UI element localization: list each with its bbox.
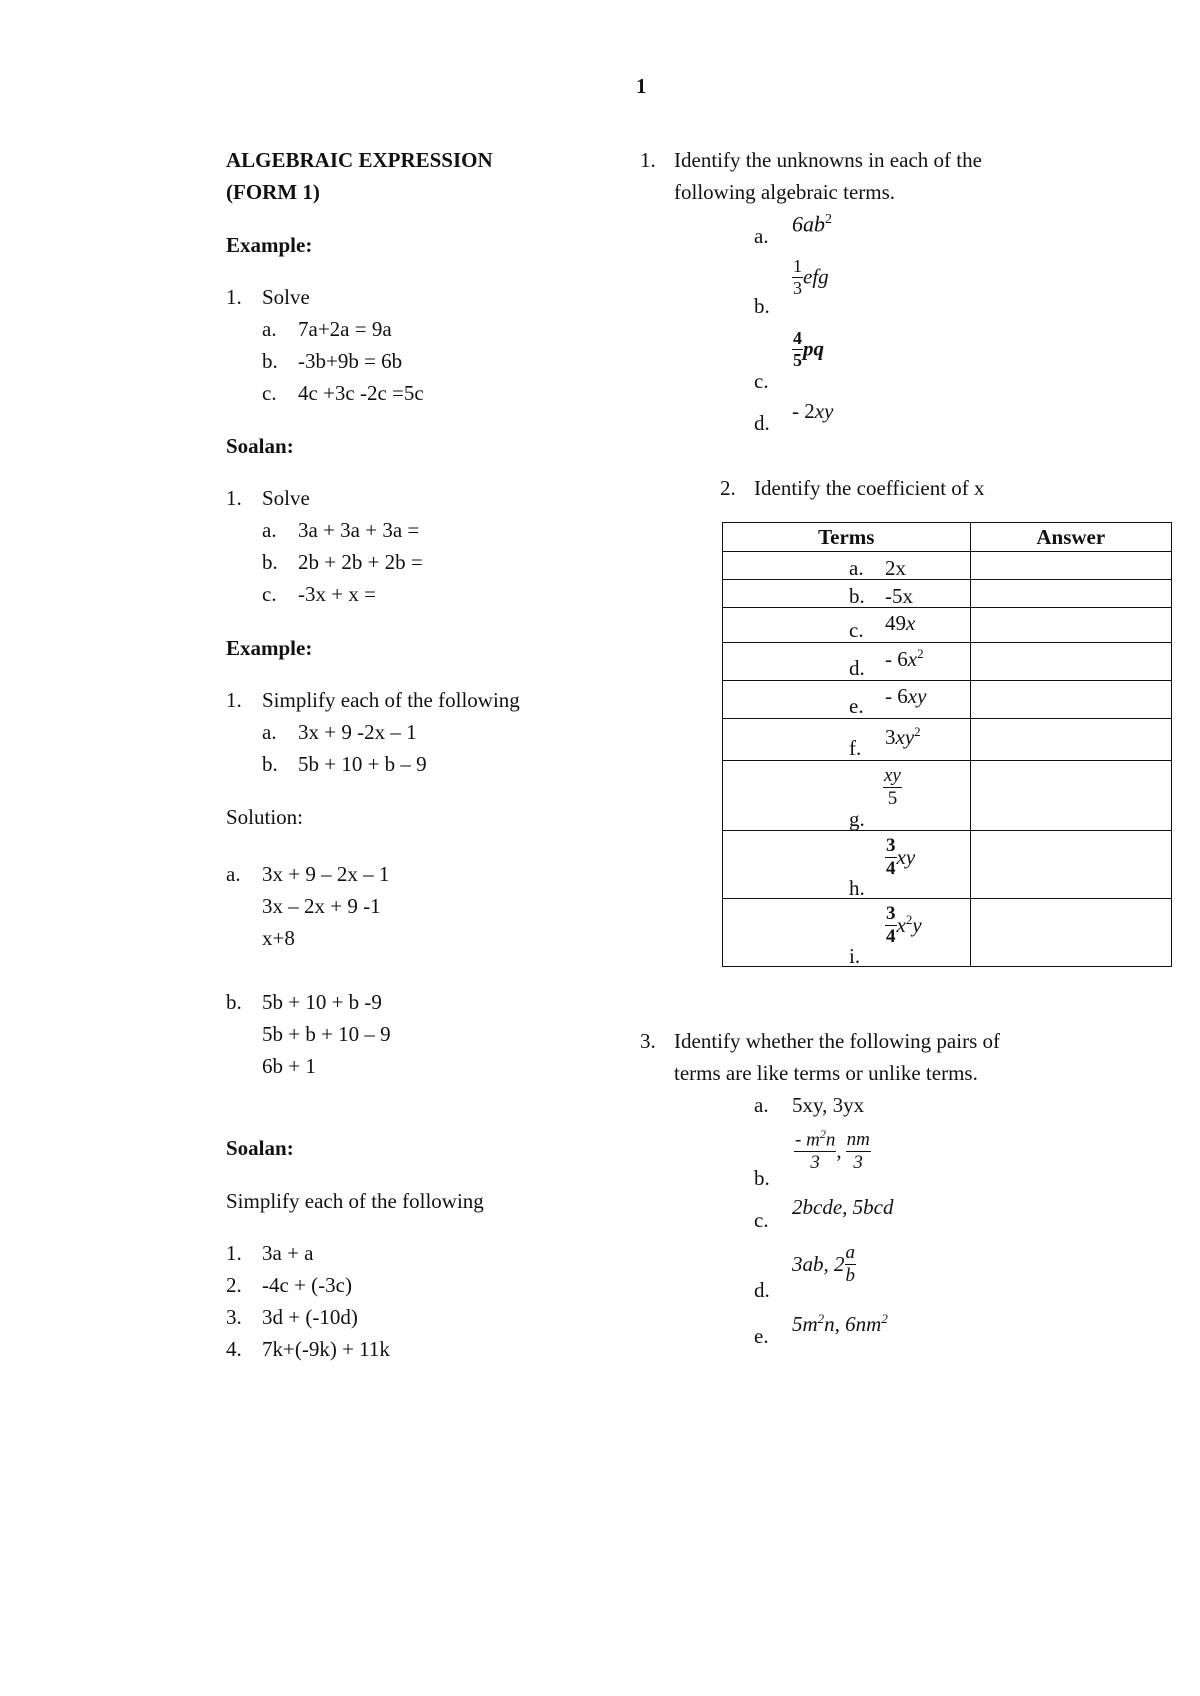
row-label: e. — [849, 694, 864, 718]
sub-label: a. — [754, 1093, 769, 1117]
list-item-text: Simplify each of the following — [262, 688, 520, 712]
expression: 3d + (-10d) — [262, 1305, 358, 1329]
table-row — [723, 608, 1172, 643]
question-text: Identify the unknowns in each of the — [674, 148, 982, 172]
question-text: Identify whether the following pairs of — [674, 1029, 1000, 1053]
expression: 7k+(-9k) + 11k — [262, 1337, 390, 1361]
list-item-text: Solve — [262, 486, 310, 510]
column-header-answer: Answer — [970, 523, 1171, 552]
expression: 7a+2a = 9a — [298, 317, 392, 341]
term-value: $\frac{xy}{5}$ — [884, 765, 901, 809]
page-title: ALGEBRAIC EXPRESSION — [226, 148, 493, 172]
sub-label: b. — [754, 294, 770, 318]
question-text: terms are like terms or unlike terms. — [674, 1061, 978, 1085]
list-number: 1. — [226, 688, 242, 712]
answer-cell[interactable] — [970, 719, 1171, 761]
sub-label: b. — [262, 550, 278, 574]
page-subtitle: (FORM 1) — [226, 180, 320, 204]
soalan-heading: Soalan: — [226, 434, 294, 458]
row-label: c. — [849, 618, 864, 642]
row-label: d. — [849, 656, 865, 680]
answer-cell[interactable] — [970, 552, 1171, 580]
row-label: h. — [849, 876, 865, 900]
soalan-heading: Soalan: — [226, 1136, 294, 1160]
table-row — [723, 899, 1172, 967]
table-row — [723, 719, 1172, 761]
solution-step: 5b + b + 10 – 9 — [262, 1022, 391, 1046]
question-number: 1. — [640, 148, 656, 172]
row-label: f. — [849, 736, 862, 760]
example-heading: Example: — [226, 636, 313, 660]
solution-step: 6b + 1 — [262, 1054, 316, 1078]
term-value: 49x — [885, 611, 916, 635]
table-row — [723, 761, 1172, 831]
algebraic-term: $\frac{4}{5}$ pq — [793, 328, 824, 370]
expression: 2b + 2b + 2b = — [298, 550, 423, 574]
table-row — [723, 552, 1172, 580]
example-heading: Example: — [226, 233, 313, 257]
term-pair: 3ab, 2 $\frac{a}{b}$ — [792, 1242, 855, 1286]
answer-cell[interactable] — [970, 681, 1171, 719]
algebraic-term: $6ab^2$ — [792, 211, 832, 237]
page-number: 1 — [636, 74, 647, 98]
answer-cell[interactable] — [970, 580, 1171, 608]
instruction-text: Simplify each of the following — [226, 1189, 484, 1213]
term-cell — [723, 761, 971, 831]
term-cell — [723, 643, 971, 681]
column-header-terms: Terms — [723, 523, 971, 552]
list-item-text: Solve — [262, 285, 310, 309]
term-pair: $5m^2n$, $6nm^2$ — [792, 1311, 888, 1336]
term-cell — [723, 719, 971, 761]
solution-step: 3x – 2x + 9 -1 — [262, 894, 381, 918]
list-number: 1. — [226, 1241, 242, 1265]
expression: -4c + (-3c) — [262, 1273, 352, 1297]
solution-heading: Solution: — [226, 805, 304, 829]
table-row — [723, 580, 1172, 608]
solution-label: a. — [226, 862, 241, 886]
table-row — [723, 643, 1172, 681]
expression: 3a + a — [262, 1241, 314, 1265]
row-label: g. — [849, 807, 865, 831]
sub-label: e. — [754, 1324, 769, 1348]
term-value: $3xy^2$ — [885, 724, 921, 749]
solution-step: x+8 — [262, 926, 295, 950]
question-number: 3. — [640, 1029, 656, 1053]
list-number: 1. — [226, 486, 242, 510]
sub-label: d. — [754, 411, 770, 435]
term-pair: 2bcde, 5bcd — [792, 1195, 894, 1219]
term-value: - $6x^2$ — [885, 646, 924, 671]
solution-step: 3x + 9 – 2x – 1 — [262, 862, 390, 886]
expression: 5b + 10 + b – 9 — [298, 752, 427, 776]
list-number: 2. — [226, 1273, 242, 1297]
term-value: 2x — [885, 556, 906, 580]
algebraic-term: - 2xy — [792, 399, 834, 423]
term-value: $\frac{3}{4}$ xy — [886, 835, 916, 879]
term-pair: $\frac{- m^2n}{3}$ , $\frac{nm}{3}$ — [795, 1127, 870, 1174]
term-value: - 6xy — [885, 684, 927, 708]
answer-cell[interactable] — [970, 899, 1171, 967]
list-number: 4. — [226, 1337, 242, 1361]
expression: -3x + x = — [298, 582, 376, 606]
expression: 3x + 9 -2x – 1 — [298, 720, 417, 744]
table-row — [723, 831, 1172, 899]
sub-label: c. — [754, 1208, 769, 1232]
expression: -3b+9b = 6b — [298, 349, 403, 373]
sub-label: c. — [262, 582, 277, 606]
sub-label: b. — [754, 1166, 770, 1190]
term-cell — [723, 580, 971, 608]
term-cell — [723, 552, 971, 580]
question-text: following algebraic terms. — [674, 180, 896, 204]
solution-step: 5b + 10 + b -9 — [262, 990, 382, 1014]
answer-cell[interactable] — [970, 761, 1171, 831]
algebraic-term: $\frac{1}{3}$ efg — [793, 256, 829, 298]
sub-label: a. — [262, 317, 277, 341]
sub-label: a. — [754, 224, 769, 248]
question-number: 2. — [720, 476, 736, 500]
term-cell — [723, 831, 971, 899]
row-label: i. — [849, 944, 861, 968]
term-value: $\frac{3}{4}$ $x^2y$ — [886, 903, 922, 947]
term-cell — [723, 608, 971, 643]
expression: 3a + 3a + 3a = — [298, 518, 420, 542]
sub-label: b. — [262, 349, 278, 373]
coefficient-table — [722, 522, 1172, 967]
sub-label: c. — [262, 381, 277, 405]
sub-label: b. — [262, 752, 278, 776]
term-cell — [723, 899, 971, 967]
sub-label: c. — [754, 369, 769, 393]
answer-cell[interactable] — [970, 643, 1171, 681]
question-text: Identify the coefficient of x — [754, 476, 985, 500]
table-header-row — [723, 523, 1172, 552]
term-pair: 5xy, 3yx — [792, 1093, 865, 1117]
row-label: a. — [849, 556, 864, 580]
sub-label: a. — [262, 720, 277, 744]
sub-label: d. — [754, 1278, 770, 1302]
term-cell — [723, 681, 971, 719]
list-number: 1. — [226, 285, 242, 309]
row-label: b. — [849, 584, 865, 608]
table-row — [723, 681, 1172, 719]
sub-label: a. — [262, 518, 277, 542]
list-number: 3. — [226, 1305, 242, 1329]
answer-cell[interactable] — [970, 831, 1171, 899]
solution-label: b. — [226, 990, 242, 1014]
expression: 4c +3c -2c =5c — [298, 381, 424, 405]
term-value: -5x — [885, 584, 913, 608]
answer-cell[interactable] — [970, 608, 1171, 643]
